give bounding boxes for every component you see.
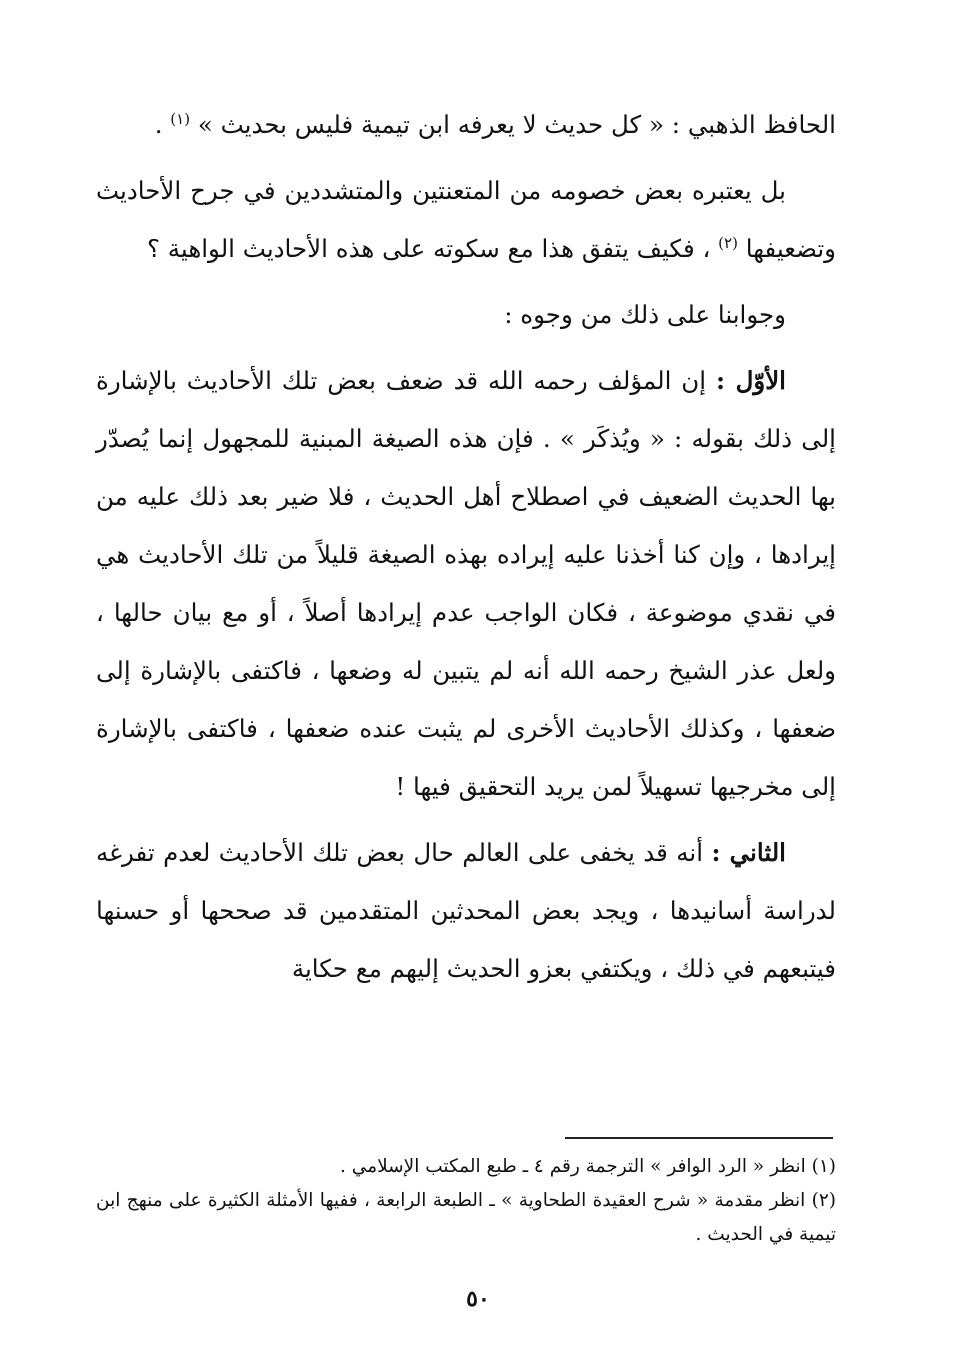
paragraph-text: وجوابنا على ذلك من وجوه : [504,300,786,329]
footnote-2: (٢) انظر مقدمة « شرح العقيدة الطحاوية » ـ الطبعة الرابعة ، ففيها الأمثلة الكثيرة على منهج ابن تيمية في الحديث . [96,1190,836,1245]
paragraph-critics [96,162,836,278]
paragraph-second-point [96,824,836,998]
paragraph-end: . [154,110,171,139]
footnotes [96,1150,836,1252]
paragraph-text: أنه قد يخفى على العالم حال بعض تلك الأحاديث لعدم تفرغه لدراسة أسانيدها ، ويجد بعض المحدثين المتقدمين قد صححها أو حسنها فيتبعهم في ذلك ، ويكتفي بعزو الحديث إليهم مع حكاية [96,838,836,983]
footnote-1: (١) انظر « الرد الوافر » الترجمة رقم ٤ ـ طبع المكتب الإسلامي . [340,1156,836,1177]
paragraph-text: الحافظ الذهبي : « كل حديث لا يعرفه ابن تيمية فليس بحديث » [197,110,836,139]
paragraph-text-cont: ، فكيف يتفق هذا مع سكوته على هذه الأحاديث الواهية ؟ [147,234,719,263]
point-heading-second: الثاني : [711,838,786,867]
paragraph-text: بل يعتبره بعض خصومه من المتعنتين والمتشددين في جرح الأحاديث وتضعيفها [96,176,836,263]
footnote-ref-2[interactable]: (٢) [718,233,738,252]
footnote-ref-1[interactable]: (١) [170,109,191,128]
page-number: ٥٠ [466,1286,490,1312]
paragraph-text: إن المؤلف رحمه الله قد ضعف بعض تلك الأحاديث بالإشارة إلى ذلك بقوله : « ويُذكَر » . فإن هذه الصيغة المبنية للمجهول إنما يُصدّر بها الحديث الضعيف في اصطلاح أهل الحديث ، فلا ضير بعد ذلك عليه من إيرادها ، وإن كنا أخذنا عليه إيراده بهذه الصيغة قليلاً من تلك الأحاديث هي في نقدي موضوعة ، فكان الواجب عدم إيرادها أصلاً ، أو مع بيان حالها ، ولعل عذر الشيخ رحمه الله أنه لم يتبين له وضعها ، فاكتفى بالإشارة إلى ضعفها ، وكذلك الأحاديث الأخرى لم يثبت عنده ضعفها ، فاكتفى بالإشارة إلى مخرجيها تسهيلاً لمن يريد التحقيق فيها ! [96,366,836,801]
paragraph-first-point [96,352,836,816]
paragraph-answer-intro [96,286,836,344]
paragraph-quote-dhahabi [96,96,836,154]
body-text [96,96,836,1006]
point-heading-first: الأوّل : [715,366,786,395]
footnote-separator [565,1137,833,1139]
